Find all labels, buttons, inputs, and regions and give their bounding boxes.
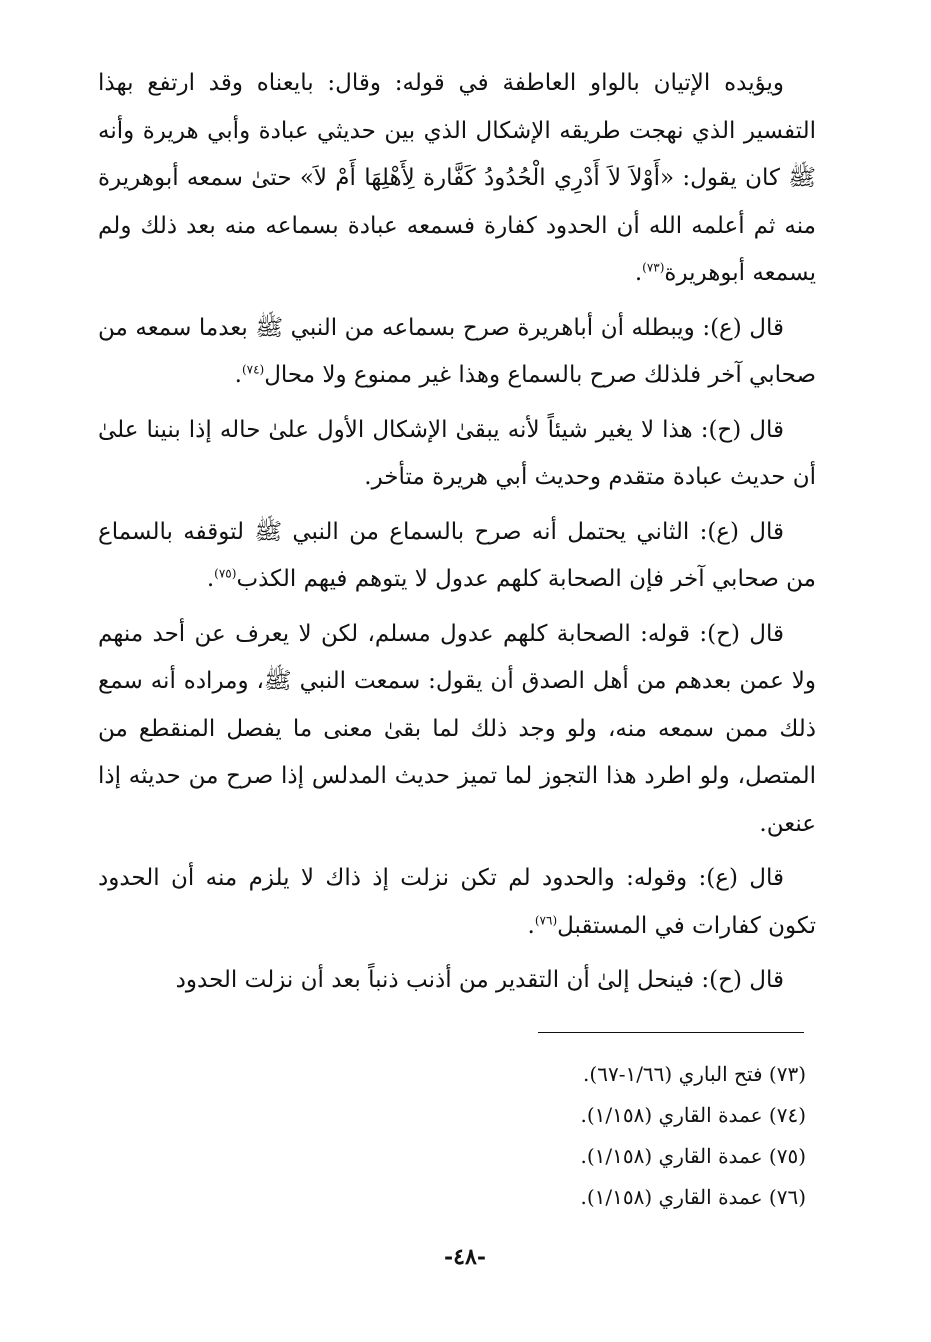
- footnote-item: (٧٦) عمدة القاري (١/١٥٨).: [580, 1185, 806, 1209]
- footnote-item: (٧٤) عمدة القاري (١/١٥٨).: [580, 1103, 806, 1127]
- footnote-separator: [538, 1032, 804, 1033]
- paragraph: [98, 855, 816, 950]
- page-number: -٤٨-: [444, 1244, 486, 1270]
- paragraph-text: قال (ح): قوله: الصحابة كلهم عدول مسلم، لكن لا يعرف عن أحد منهم ولا عمن بعدهم من أهل الصدق أن يقول: سمعت النبي ﷺ، ومراده أنه سمع ذلك ممن سمعه منه، ولو وجد ذلك لما بقىٰ معنى ما يفصل المنقطع من المتصل، ولو اطرد هذا التجوز لما تميز حديث المدلس إذا صرح من حديثه إذا عنعن.: [98, 620, 817, 837]
- paragraph-text: قال (ح): فينحل إلىٰ أن التقدير من أذنب ذنباً بعد أن نزلت الحدود: [175, 967, 784, 993]
- paragraph-end: .: [206, 566, 215, 592]
- paragraph: [98, 957, 816, 1005]
- footnote-item: (٧٥) عمدة القاري (١/١٥٨).: [580, 1144, 806, 1168]
- footnote-marker: (٧٤): [241, 362, 265, 377]
- paragraph: [98, 611, 816, 849]
- paragraph: [98, 509, 816, 604]
- paragraph-text: قال (ع): ويبطله أن أباهريرة صرح بسماعه من النبي ﷺ بعدما سمعه من صحابي آخر فلذلك صرح بالسماع وهذا غير ممنوع ولا محال: [98, 314, 816, 388]
- footnote-marker: (٧٥): [214, 566, 237, 581]
- paragraph-end: .: [634, 260, 643, 286]
- paragraph-text: قال (ع): الثاني يحتمل أنه صرح بالسماع من النبي ﷺ لتوقفه بالسماع من صحابي آخر فإن الصحابة كلهم عدول لا يتوهم فيهم الكذب: [98, 518, 816, 592]
- footnotes-list: [420, 1054, 806, 1218]
- footnote-item: (٧٣) فتح الباري (١/٦٦-٦٧).: [583, 1062, 806, 1086]
- footnote-marker: (٧٦): [534, 912, 558, 927]
- paragraph: [98, 305, 816, 400]
- footnote-marker: (٧٣): [642, 260, 665, 275]
- main-text-body: [98, 60, 816, 1012]
- paragraph-text: قال (ح): هذا لا يغير شيئاً لأنه يبقىٰ الإشكال الأول علىٰ حاله إذا بنينا علىٰ أن حديث عبادة متقدم وحديث أبي هريرة متأخر.: [98, 416, 816, 490]
- paragraph: [98, 407, 816, 502]
- paragraph: [98, 60, 816, 298]
- paragraph-end: .: [234, 362, 242, 388]
- paragraph-text: ويؤيده الإتيان بالواو العاطفة في قوله: وقال: بايعناه وقد ارتفع بهذا التفسير الذي نهجت طريقه الإشكال الذي بين حديثي عبادة وأبي هريرة وأنه ﷺ كان يقول: «أَوْلاَ لاَ أَدْرِي الْحُدُودُ كَفَّارة لِأَهْلِهَا أَمْ لاَ» حتىٰ سمعه أبوهريرة منه ثم أعلمه الله أن الحدود كفارة فسمعه عبادة بسماعه منه بعد ذلك ولم يسمعه أبوهريرة: [98, 70, 816, 286]
- paragraph-text: قال (ع): وقوله: والحدود لم تكن نزلت إذ ذاك لا يلزم منه أن الحدود تكون كفارات في المستقبل: [98, 865, 816, 939]
- paragraph-end: .: [527, 912, 535, 939]
